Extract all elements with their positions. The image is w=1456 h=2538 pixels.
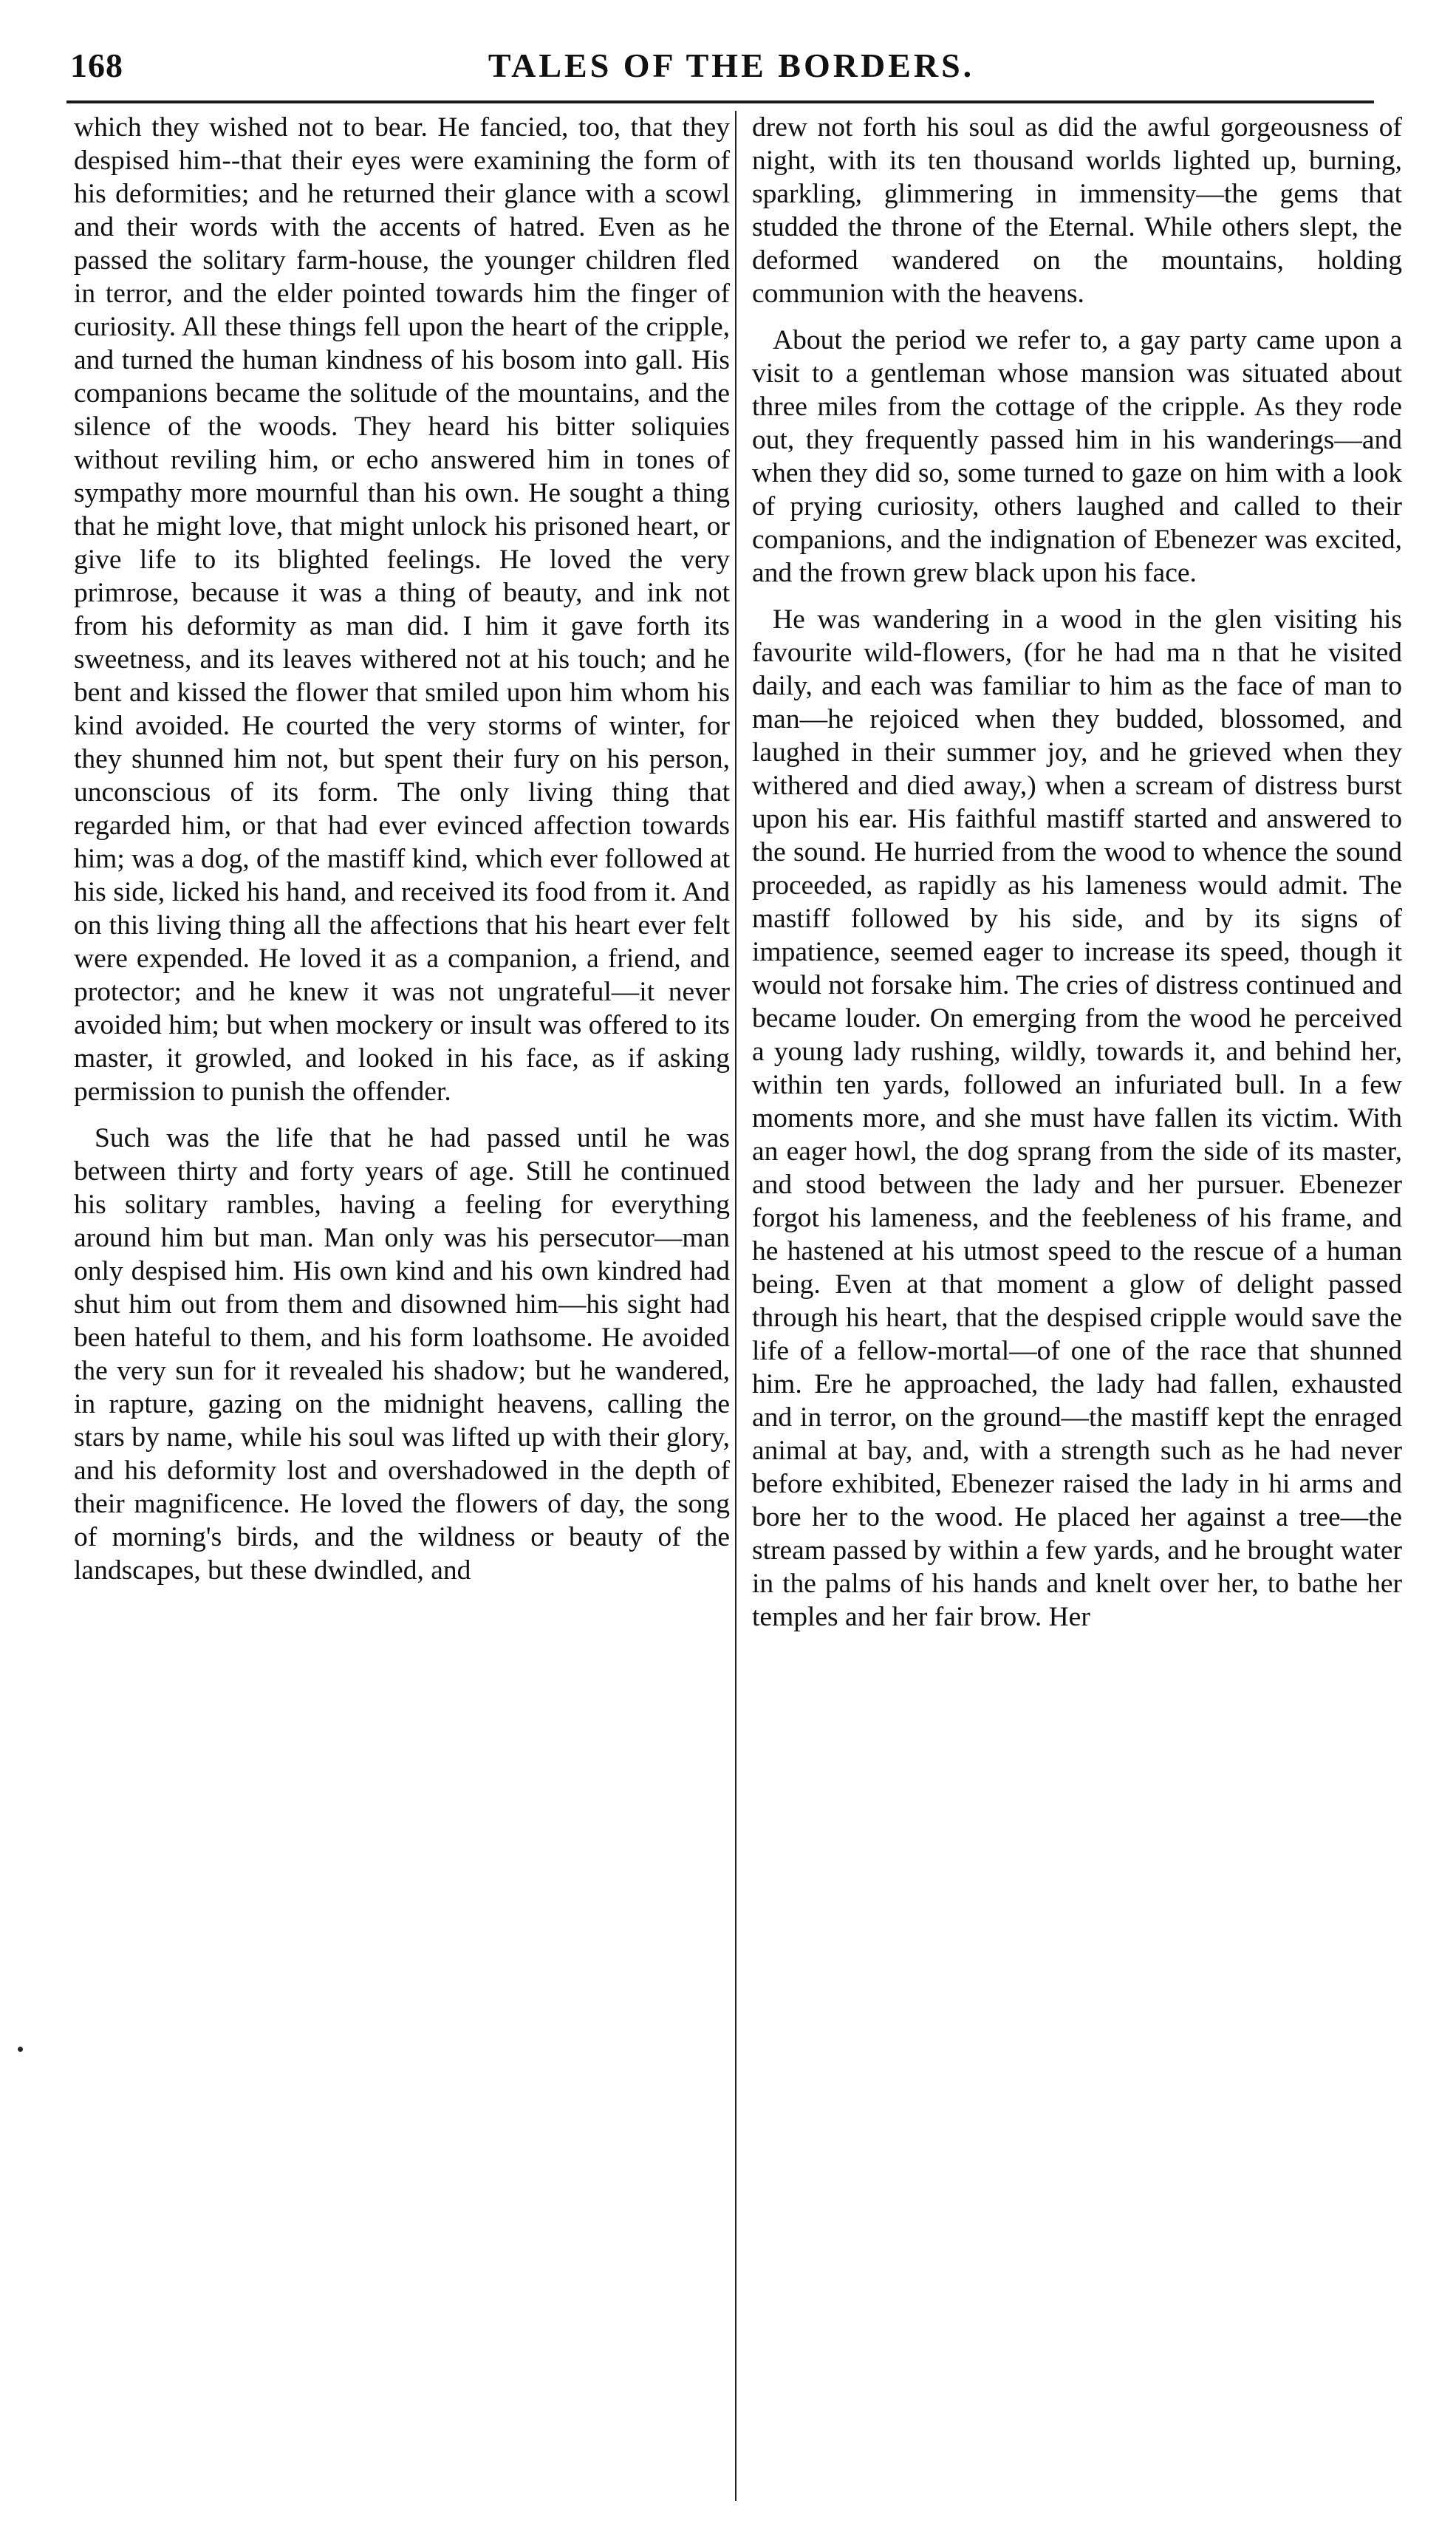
page-number: 168 (70, 47, 123, 84)
paragraph: About the period we refer to, a gay party came upon a visit to a gentleman whose mansion was situated about three miles from the cottage of the cripple. As they rode out, they frequently passed him in his wanderings—and when they did so, some turned to gaze on him with a look of prying curiosity, others laughed and called to their companions, and the indignation of Ebenezer was excited, and the frown grew black upon his face. (752, 325, 1402, 588)
page-header (70, 46, 1392, 98)
column-divider (735, 111, 736, 2501)
header-rule (66, 100, 1374, 103)
ink-speck (18, 2047, 23, 2052)
right-column (752, 111, 1402, 1634)
paragraph: He was wandering in a wood in the glen visiting his favourite wild-flowers, (for he had ma n that he visited daily, and each was familiar to him as the face of man to man—he rejoiced when they budded, blossomed, and laughed in their summer joy, and he grieved when they withered and died away,) when a scream of distress burst upon his ear. His faithful mastiff started and answered to the sound. He hurried from the wood to whence the sound proceeded, as rapidly as his lameness would admit. The mastiff followed by his side, and by its signs of impatience, seemed eager to increase its speed, though it would not forsake him. The cries of distress continued and became louder. On emerging from the wood he perceived a young lady rushing, wildly, towards it, and behind her, within ten yards, followed an infuriated bull. In a few moments more, and she must have fallen its victim. With an eager howl, the dog sprang from the side of its master, and stood between the lady and her pursuer. Ebenezer forgot his lameness, and the feebleness of his frame, and he hastened at his utmost speed to the rescue of a human being. Even at that moment a glow of delight passed through his heart, that the despised cripple would save the life of a fellow-mortal—of one of the race that shunned him. Ere he approached, the lady had fallen, exhausted and in terror, on the ground—the mastiff kept the enraged animal at bay, and, with a strength such as he had never before exhibited, Ebenezer raised the lady in hi arms and bore her to the wood. He placed her against a tree—the stream passed by within a few yards, and he brought water in the palms of his hands and knelt over her, to bathe her temples and her fair brow. Her (752, 604, 1402, 1632)
running-title: TALES OF THE BORDERS. (488, 47, 975, 84)
paragraph: drew not forth his soul as did the awful gorgeousness of night, with its ten thousand worlds lighted up, burning, sparkling, glimmering in immensity—the gems that studded the throne of the Eternal. While others slept, the deformed wandered on the mountains, holding communion with the heavens. (752, 112, 1402, 309)
paragraph: Such was the life that he had passed until he was between thirty and forty years of age. Still he continued his solitary rambles, having a feeling for everything around him but man. Man only was his persecutor—man only despised him. His own kind and his own kindred had shut him out from them and disowned him—his sight had been hateful to them, and his form loathsome. He avoided the very sun for it revealed his shadow; but he wandered, in rapture, gazing on the midnight heavens, calling the stars by name, while his soul was lifted up with their glory, and his deformity lost and overshadowed in the depth of their magnificence. He loved the flowers of day, the song of morning's birds, and the wildness or beauty of the landscapes, but these dwindled, and (74, 1123, 730, 1586)
paragraph: which they wished not to bear. He fancied, too, that they despised him--that their eyes were examining the form of his deformities; and he returned their glance with a scowl and their words with the accents of hatred. Even as he passed the solitary farm-house, the younger children fled in terror, and the elder pointed towards him the finger of curiosity. All these things fell upon the heart of the cripple, and turned the human kindness of his bosom into gall. His companions became the solitude of the mountains, and the silence of the woods. They heard his bitter soliquies without reviling him, or echo answered him in tones of sympathy more mournful than his own. He sought a thing that he might love, that might unlock his prisoned heart, or give life to its blighted feelings. He loved the very primrose, because it was a thing of beauty, and ink not from his deformity as man did. I him it gave forth its sweetness, and its leaves withered not at his touch; and he bent and kissed the flower that smiled upon him whom his kind avoided. He courted the very storms of winter, for they shunned him not, but spent their fury on his person, unconscious of its form. The only living thing that regarded him, or that had ever evinced affection towards him; was a dog, of the mastiff kind, which ever followed at his side, licked his hand, and received its food from it. And on this living thing all the affections that his heart ever felt were expended. He loved it as a companion, a friend, and protector; and he knew it was not ungrateful—it never avoided him; but when mockery or insult was offered to its master, it growled, and looked in his face, as if asking permission to punish the offender. (74, 112, 730, 1107)
left-column (74, 111, 730, 1587)
